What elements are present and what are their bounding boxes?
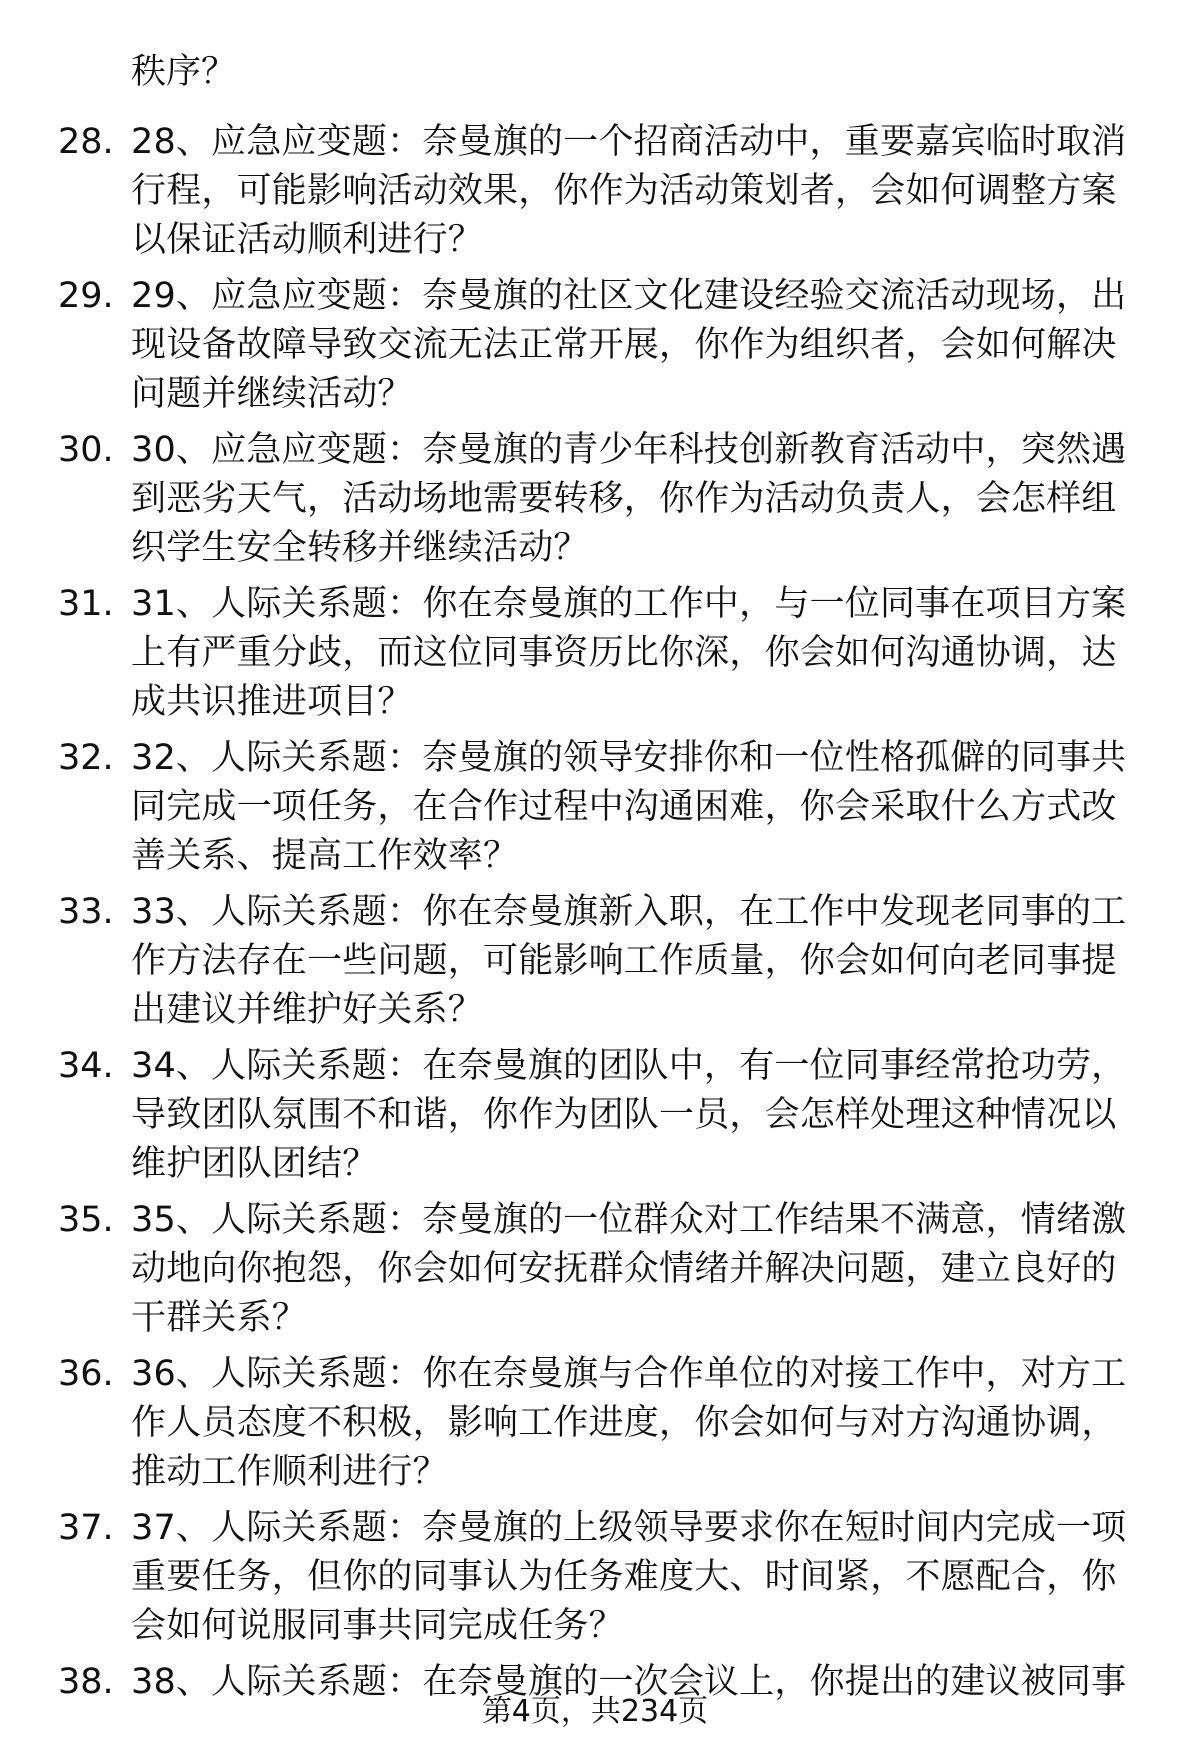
question-number: 36. (58, 1354, 114, 1394)
question-item (0, 580, 1190, 727)
question-number: 33. (58, 892, 114, 932)
question-number: 30. (58, 430, 114, 470)
question-number: 32. (58, 738, 114, 778)
page-footer: 第4页，共234页 (481, 1694, 709, 1729)
question-item (0, 1196, 1190, 1343)
question-item (0, 1350, 1190, 1497)
question-item (0, 1042, 1190, 1189)
question-text: 31、人际关系题：你在奈曼旗的工作中，与一位同事在项目方案上有严重分歧，而这位同事资历比你深，你会如何沟通协调，达成共识推进项目？ (131, 584, 1127, 722)
question-item (0, 118, 1190, 265)
continuation-text: 秩序？ (131, 52, 237, 92)
question-item (0, 272, 1190, 419)
question-number: 38. (58, 1662, 114, 1702)
question-text: 38、人际关系题：在奈曼旗的一次会议上，你提出的建议被同事 (131, 1662, 1127, 1702)
question-text: 32、人际关系题：奈曼旗的领导安排你和一位性格孤僻的同事共同完成一项任务，在合作过程中沟通困难，你会采取什么方式改善关系、提高工作效率？ (131, 738, 1127, 876)
question-text: 28、应急应变题：奈曼旗的一个招商活动中，重要嘉宾临时取消行程，可能影响活动效果，你作为活动策划者，会如何调整方案以保证活动顺利进行？ (131, 122, 1127, 260)
question-text: 34、人际关系题：在奈曼旗的团队中，有一位同事经常抢功劳，导致团队氛围不和谐，你作为团队一员，会怎样处理这种情况以维护团队团结？ (131, 1046, 1127, 1184)
question-text: 37、人际关系题：奈曼旗的上级领导要求你在短时间内完成一项重要任务，但你的同事认为任务难度大、时间紧，不愿配合，你会如何说服同事共同完成任务？ (131, 1508, 1127, 1646)
question-item (0, 1504, 1190, 1651)
question-number: 35. (58, 1200, 114, 1240)
question-number: 29. (58, 276, 114, 316)
question-item (0, 734, 1190, 881)
question-number: 31. (58, 584, 114, 624)
question-text: 29、应急应变题：奈曼旗的社区文化建设经验交流活动现场，出现设备故障导致交流无法正常开展，你作为组织者，会如何解决问题并继续活动？ (131, 276, 1127, 414)
question-text: 30、应急应变题：奈曼旗的青少年科技创新教育活动中，突然遇到恶劣天气，活动场地需要转移，你作为活动负责人，会怎样组织学生安全转移并继续活动？ (131, 430, 1127, 568)
question-text: 36、人际关系题：你在奈曼旗与合作单位的对接工作中，对方工作人员态度不积极，影响工作进度，你会如何与对方沟通协调，推动工作顺利进行？ (131, 1354, 1127, 1492)
question-text: 35、人际关系题：奈曼旗的一位群众对工作结果不满意，情绪激动地向你抱怨，你会如何安抚群众情绪并解决问题，建立良好的干群关系？ (131, 1200, 1127, 1338)
question-item (0, 426, 1190, 573)
question-item (0, 888, 1190, 1035)
question-text: 33、人际关系题：你在奈曼旗新入职，在工作中发现老同事的工作方法存在一些问题，可能影响工作质量，你会如何向老同事提出建议并维护好关系？ (131, 892, 1127, 1030)
question-number: 34. (58, 1046, 114, 1086)
question-list (0, 118, 1190, 1714)
question-number: 37. (58, 1508, 114, 1548)
question-number: 28. (58, 122, 114, 162)
